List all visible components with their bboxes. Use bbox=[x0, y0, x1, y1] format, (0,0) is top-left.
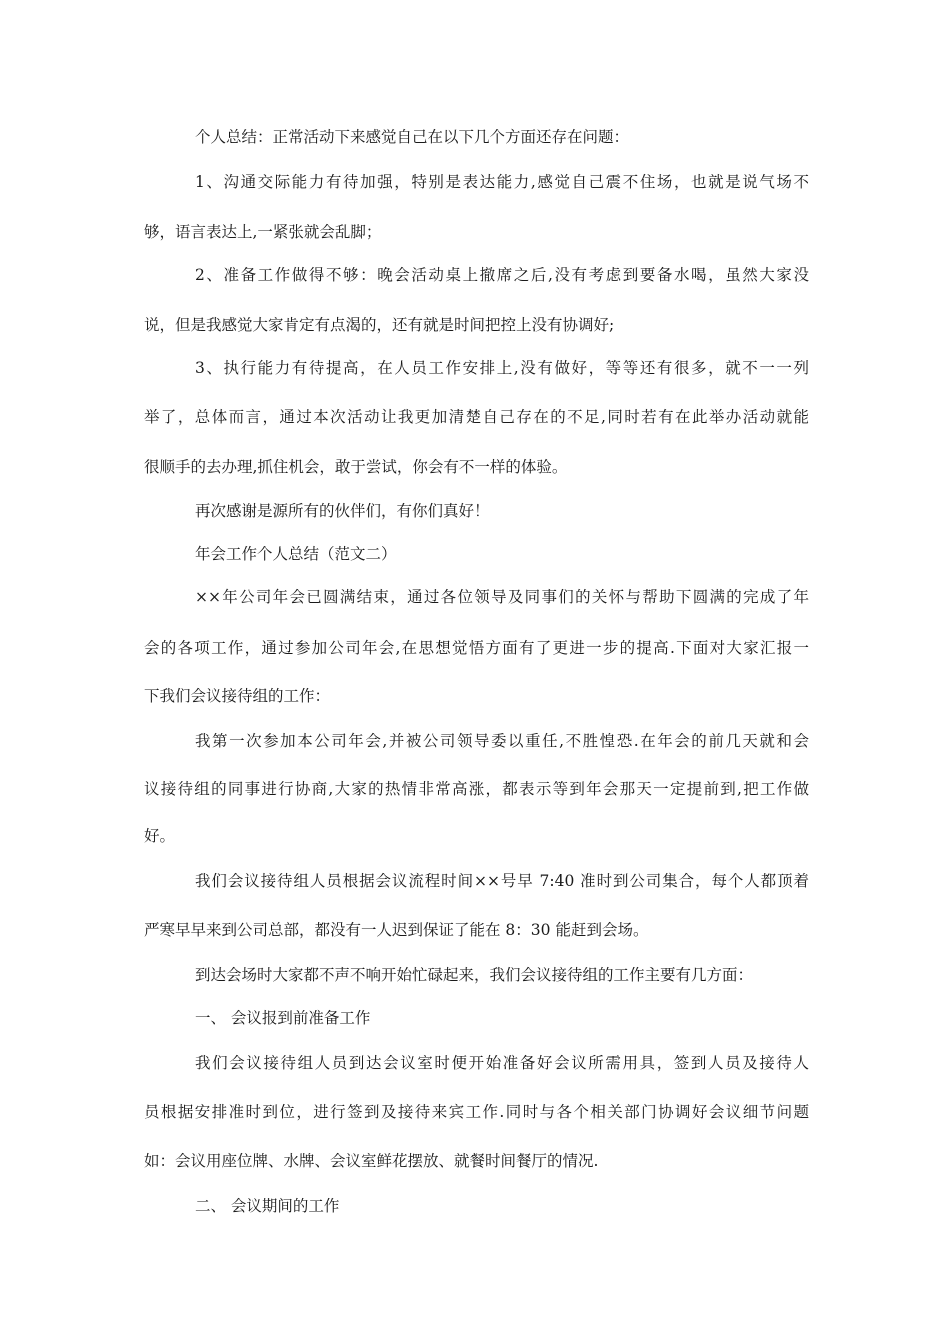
text-line: 1、沟通交际能力有待加强，特别是表达能力,感觉自己震不住场，也就是说气场不 bbox=[195, 173, 809, 191]
text-line: 如：会议用座位牌、水牌、会议室鲜花摆放、就餐时间餐厅的情况. bbox=[144, 1152, 599, 1170]
text-line: 举了，总体而言，通过本次活动让我更加清楚自己存在的不足,同时若有在此举办活动就能 bbox=[144, 408, 809, 426]
text-line: 议接待组的同事进行协商,大家的热情非常高涨，都表示等到年会那天一定提前到,把工作做 bbox=[144, 780, 809, 798]
text-line: 严寒早早来到公司总部，都没有一人迟到保证了能在 8：30 能赶到会场。 bbox=[144, 921, 649, 939]
text-line: 到达会场时大家都不声不响开始忙碌起来，我们会议接待组的工作主要有几方面： bbox=[195, 966, 754, 984]
text-line: 好。 bbox=[144, 827, 176, 845]
text-line: 3、执行能力有待提高，在人员工作安排上,没有做好，等等还有很多，就不一一列 bbox=[195, 359, 809, 377]
text-line: 够，语言表达上,一紧张就会乱脚； bbox=[144, 223, 382, 241]
text-line: 很顺手的去办理,抓住机会，敢于尝试，你会有不一样的体验。 bbox=[144, 458, 568, 476]
section-heading: 二、 会议期间的工作 bbox=[195, 1197, 340, 1215]
text-line: 下我们会议接待组的工作： bbox=[144, 687, 331, 705]
section-heading: 年会工作个人总结（范文二） bbox=[195, 545, 397, 563]
text-line: 说，但是我感觉大家肯定有点渴的，还有就是时间把控上没有协调好; bbox=[144, 316, 615, 334]
text-line: 我们会议接待组人员根据会议流程时间××号早 7:40 准时到公司集合，每个人都顶着 bbox=[195, 872, 809, 890]
text-line: 2、准备工作做得不够：晚会活动桌上撤席之后,没有考虑到要备水喝，虽然大家没 bbox=[195, 266, 809, 284]
text-line: ××年公司年会已圆满结束，通过各位领导及同事们的关怀与帮助下圆满的完成了年 bbox=[195, 588, 809, 606]
text-line: 我第一次参加本公司年会,并被公司领导委以重任,不胜惶恐.在年会的前几天就和会 bbox=[195, 732, 809, 750]
text-line: 个人总结：正常活动下来感觉自己在以下几个方面还存在问题： bbox=[195, 128, 630, 146]
text-line: 再次感谢是源所有的伙伴们，有你们真好！ bbox=[195, 502, 490, 520]
text-line: 员根据安排准时到位，进行签到及接待来宾工作.同时与各个相关部门协调好会议细节问题 bbox=[144, 1103, 809, 1121]
text-line: 会的各项工作，通过参加公司年会,在思想觉悟方面有了更进一步的提高.下面对大家汇报一 bbox=[144, 639, 809, 657]
text-line: 我们会议接待组人员到达会议室时便开始准备好会议所需用具，签到人员及接待人 bbox=[195, 1054, 809, 1072]
section-heading: 一、 会议报到前准备工作 bbox=[195, 1009, 371, 1027]
